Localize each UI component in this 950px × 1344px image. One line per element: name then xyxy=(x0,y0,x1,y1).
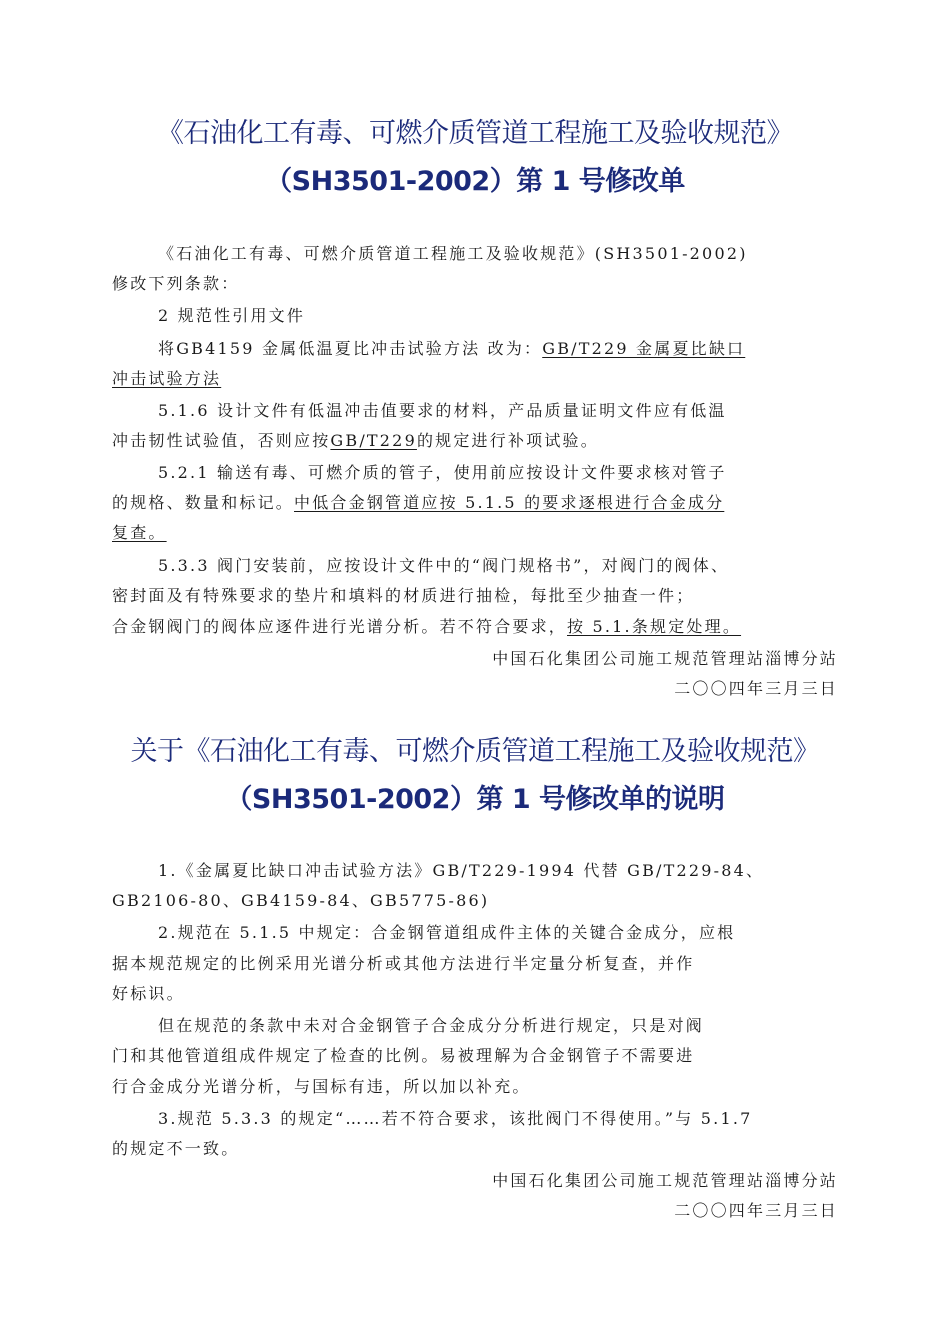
doc2-p2-line2: 据本规范规定的比例采用光谱分析或其他方法进行半定量分析复查，并作 xyxy=(112,954,695,973)
doc1-s533-line1: 5.3.3 阀门安装前，应按设计文件中的“阀门规格书”，对阀门的阀体、 xyxy=(158,556,730,575)
doc2-p1-line2: GB2106-80、GB4159-84、GB5775-86) xyxy=(112,891,490,910)
doc2-p2-line3: 好标识。 xyxy=(112,984,185,1003)
doc1-s521-line2-text: 的规格、数量和标记。 xyxy=(112,493,295,512)
doc2-p4-line2: 的规定不一致。 xyxy=(112,1139,240,1158)
doc2-p1-line1: 1.《金属夏比缺口冲击试验方法》GB/T229-1994 代替 GB/T229-84、 xyxy=(158,861,765,880)
doc2-p4-line1: 3.规范 5.3.3 的规定“……若不符合要求，该批阀门不得使用。”与 5.1.7 xyxy=(158,1109,753,1128)
doc2-organization: 中国石化集团公司施工规范管理站淄博分站 xyxy=(492,1171,838,1190)
doc1-intro-line1: 《石油化工有毒、可燃介质管道工程施工及验收规范》(SH3501-2002) xyxy=(158,244,748,263)
doc1-title-line1: 《石油化工有毒、可燃介质管道工程施工及验收规范》 xyxy=(157,118,793,149)
doc2-title-line2: （SH3501-2002）第 1 号修改单的说明 xyxy=(225,784,725,815)
doc1-s521-line3-underlined: 复查。 xyxy=(112,523,167,542)
doc1-intro-line2: 修改下列条款： xyxy=(112,274,240,293)
doc1-s516-line1: 5.1.6 设计文件有低温冲击值要求的材料，产品质量证明文件应有低温 xyxy=(158,401,727,420)
doc2-p3-line2: 门和其他管道组成件规定了检查的比例。易被理解为合金钢管子不需要进 xyxy=(112,1046,695,1065)
doc2-p3-line3: 行合金成分光谱分析，与国标有违，所以加以补充。 xyxy=(112,1077,531,1096)
doc1-s521-line2 xyxy=(112,492,724,514)
doc1-section2-line1 xyxy=(158,338,745,360)
doc1-title-line2: （SH3501-2002）第 1 号修改单 xyxy=(265,166,685,197)
doc1-s533-line3-underlined: 按 5.1.条规定处理。 xyxy=(567,617,742,636)
doc1-section2-line1-text: 将GB4159 金属低温夏比冲击试验方法 改为： xyxy=(158,339,543,358)
doc1-s516-line2 xyxy=(112,430,599,452)
doc1-s533-line3-text: 合金钢阀门的阀体应逐件进行光谱分析。若不符合要求， xyxy=(112,617,568,636)
doc1-date: 二〇〇四年三月三日 xyxy=(674,679,838,698)
doc2-title-line1: 关于《石油化工有毒、可燃介质管道工程施工及验收规范》 xyxy=(130,736,820,767)
doc2-p2-line1: 2.规范在 5.1.5 中规定：合金钢管道组成件主体的关键合金成分，应根 xyxy=(158,923,736,942)
doc1-s521-line3 xyxy=(112,522,167,544)
doc1-section2-heading: 2 规范性引用文件 xyxy=(158,306,306,325)
doc1-s521-line1: 5.2.1 输送有毒、可燃介质的管子，使用前应按设计文件要求核对管子 xyxy=(158,463,727,482)
doc1-s516-line2-text: 冲击韧性试验值，否则应按 xyxy=(112,431,331,450)
doc1-s533-line3 xyxy=(112,616,741,638)
doc2-p3-line1: 但在规范的条款中未对合金钢管子合金成分分析进行规定，只是对阀 xyxy=(158,1016,705,1035)
doc1-section2-line2 xyxy=(112,368,221,390)
doc1-s533-line2: 密封面及有特殊要求的垫片和填料的材质进行抽检，每批至少抽查一件； xyxy=(112,586,695,605)
doc2-date: 二〇〇四年三月三日 xyxy=(674,1201,838,1220)
doc1-s521-line2-underlined: 中低合金钢管道应按 5.1.5 的要求逐根进行合金成分 xyxy=(294,493,725,512)
doc1-organization: 中国石化集团公司施工规范管理站淄博分站 xyxy=(492,649,838,668)
doc1-section2-line1-underlined: GB/T229 金属夏比缺口 xyxy=(542,339,746,358)
doc1-s516-line2-underlined: GB/T229 xyxy=(330,431,417,450)
doc1-s516-line2-post: 的规定进行补项试验。 xyxy=(416,431,599,450)
doc1-section2-line2-underlined: 冲击试验方法 xyxy=(112,369,222,388)
